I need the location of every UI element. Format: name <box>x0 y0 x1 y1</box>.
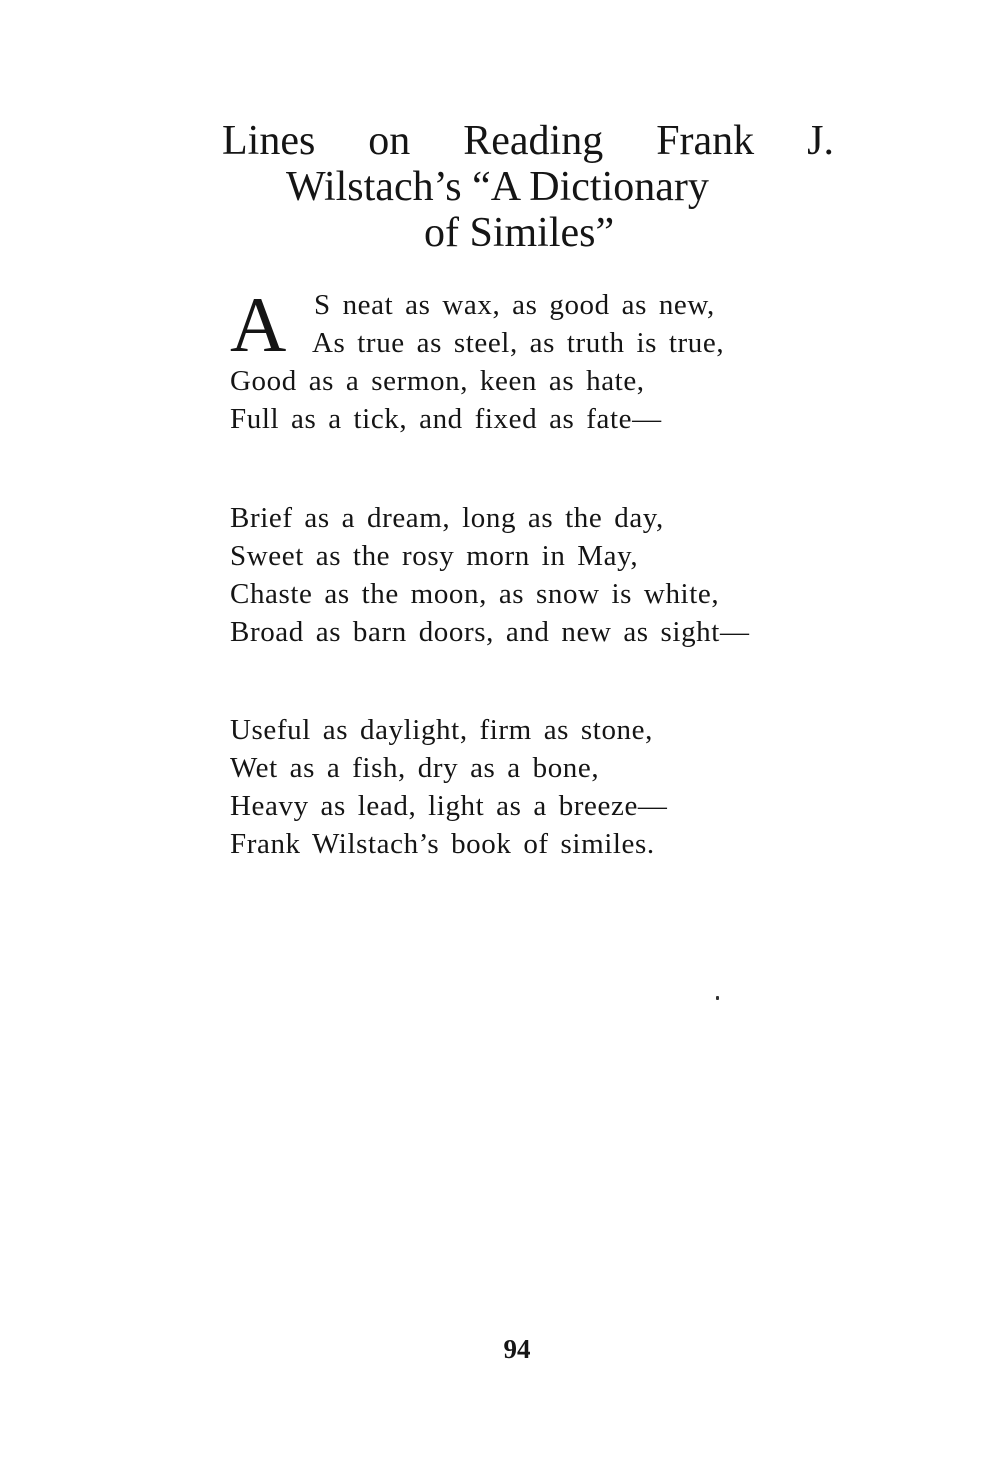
verse-line: Wet as a fish, dry as a bone, <box>230 752 600 784</box>
verse-line: Chaste as the moon, as snow is white, <box>230 578 720 610</box>
stanza-2 <box>230 499 750 651</box>
verse-line: As true as steel, as truth is true, <box>312 327 725 359</box>
poem-title-line-1: Lines on Reading Frank J. <box>222 118 834 164</box>
verse-line: Broad as barn doors, and new as sight— <box>230 616 750 648</box>
poem-title-line-2: Wilstach’s “A Dictionary <box>286 164 709 210</box>
verse-line: Full as a tick, and fixed as fate— <box>230 403 662 435</box>
verse-line: Brief as a dream, long as the day, <box>230 502 664 534</box>
verse-line: Sweet as the rosy morn in May, <box>230 540 639 572</box>
verse-line: Good as a sermon, keen as hate, <box>230 365 645 397</box>
verse-line: Frank Wilstach’s book of similes. <box>230 828 655 860</box>
stanza-1 <box>230 281 725 438</box>
drop-cap: A <box>230 281 287 368</box>
poem-title <box>222 118 842 256</box>
poem-title-line-3: of Similes” <box>424 210 615 256</box>
verse-line: S neat as wax, as good as new, <box>314 289 715 321</box>
drop-cap-block <box>230 281 725 368</box>
verse-line: Useful as daylight, firm as stone, <box>230 714 653 746</box>
stanza-3 <box>230 711 668 863</box>
page-number: 94 <box>503 1334 531 1364</box>
print-speck <box>716 996 719 1000</box>
verse-line: Heavy as lead, light as a breeze— <box>230 790 668 822</box>
